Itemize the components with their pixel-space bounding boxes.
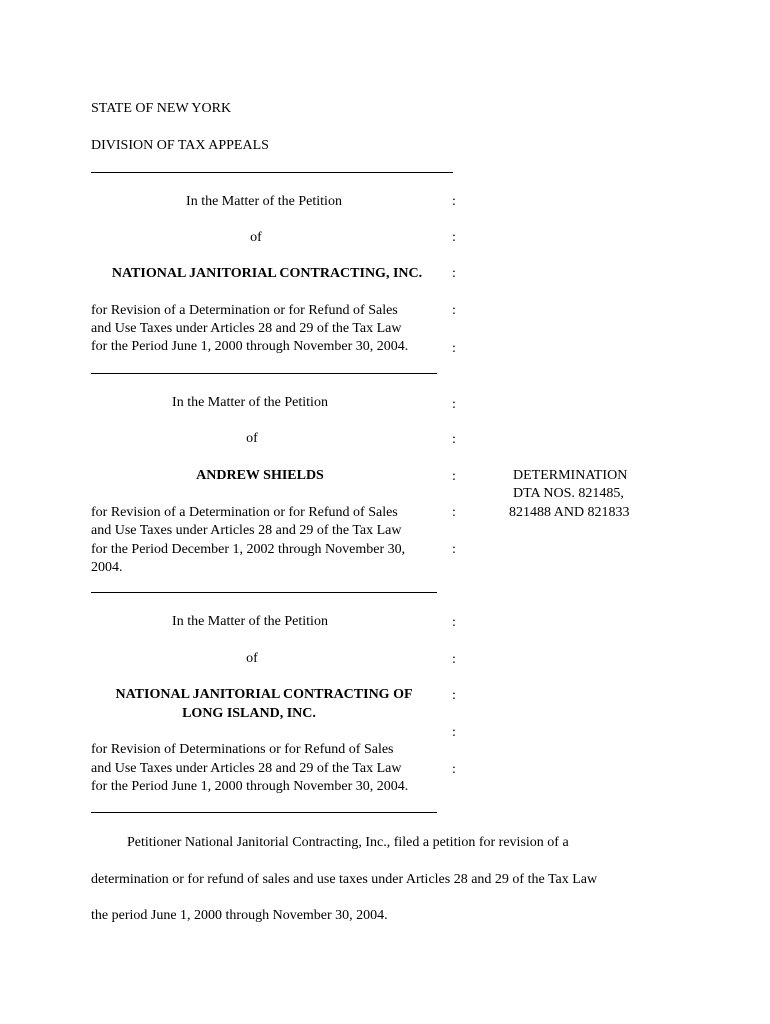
body-line: Petitioner National Janitorial Contracting, Inc., filed a petition for revision of a	[127, 835, 569, 850]
description-line: for the Period December 1, 2002 through November 30,	[91, 542, 406, 557]
colon: :	[452, 762, 456, 777]
petitioner-name: LONG ISLAND, INC.	[182, 706, 316, 721]
description-line: 2004.	[91, 560, 123, 575]
of-label: of	[246, 651, 258, 666]
colon: :	[452, 266, 456, 281]
description-line: and Use Taxes under Articles 28 and 29 of the Tax Law	[91, 523, 402, 538]
colon: :	[452, 725, 456, 740]
petitioner-name: NATIONAL JANITORIAL CONTRACTING, INC.	[111, 266, 423, 281]
determination-title: DETERMINATION	[513, 468, 628, 483]
dta-numbers: 821488 AND 821833	[509, 505, 630, 520]
division-heading: DIVISION OF TAX APPEALS	[91, 138, 269, 153]
divider-top	[91, 172, 453, 173]
colon: :	[452, 688, 456, 703]
divider	[91, 592, 437, 593]
dta-numbers: DTA NOS. 821485,	[513, 486, 624, 501]
description-line: and Use Taxes under Articles 28 and 29 of the Tax Law	[91, 321, 402, 336]
divider	[91, 812, 437, 813]
description-line: for Revision of a Determination or for Refund of Sales	[91, 505, 398, 520]
colon: :	[452, 652, 456, 667]
colon: :	[452, 432, 456, 447]
of-label: of	[250, 230, 262, 245]
of-label: of	[246, 431, 258, 446]
colon: :	[452, 615, 456, 630]
state-heading: STATE OF NEW YORK	[91, 101, 232, 116]
description-line: and Use Taxes under Articles 28 and 29 of the Tax Law	[91, 761, 402, 776]
body-line: the period June 1, 2000 through November 30, 2004.	[91, 908, 388, 923]
colon: :	[452, 542, 456, 557]
divider	[91, 373, 437, 374]
description-line: for the Period June 1, 2000 through November 30, 2004.	[91, 339, 409, 354]
colon: :	[452, 194, 456, 209]
colon: :	[452, 230, 456, 245]
description-line: for Revision of a Determination or for Refund of Sales	[91, 303, 398, 318]
in-matter-label: In the Matter of the Petition	[172, 614, 328, 629]
description-line: for Revision of Determinations or for Refund of Sales	[91, 742, 394, 757]
in-matter-label: In the Matter of the Petition	[186, 194, 342, 209]
petitioner-name: ANDREW SHIELDS	[196, 468, 324, 483]
colon: :	[452, 505, 456, 520]
colon: :	[452, 469, 456, 484]
colon: :	[452, 397, 456, 412]
body-line: determination or for refund of sales and use taxes under Articles 28 and 29 of the Tax Law	[91, 872, 598, 887]
colon: :	[452, 303, 456, 318]
in-matter-label: In the Matter of the Petition	[172, 395, 328, 410]
description-line: for the Period June 1, 2000 through November 30, 2004.	[91, 779, 409, 794]
petitioner-name: NATIONAL JANITORIAL CONTRACTING OF	[115, 687, 413, 702]
colon: :	[452, 341, 456, 356]
